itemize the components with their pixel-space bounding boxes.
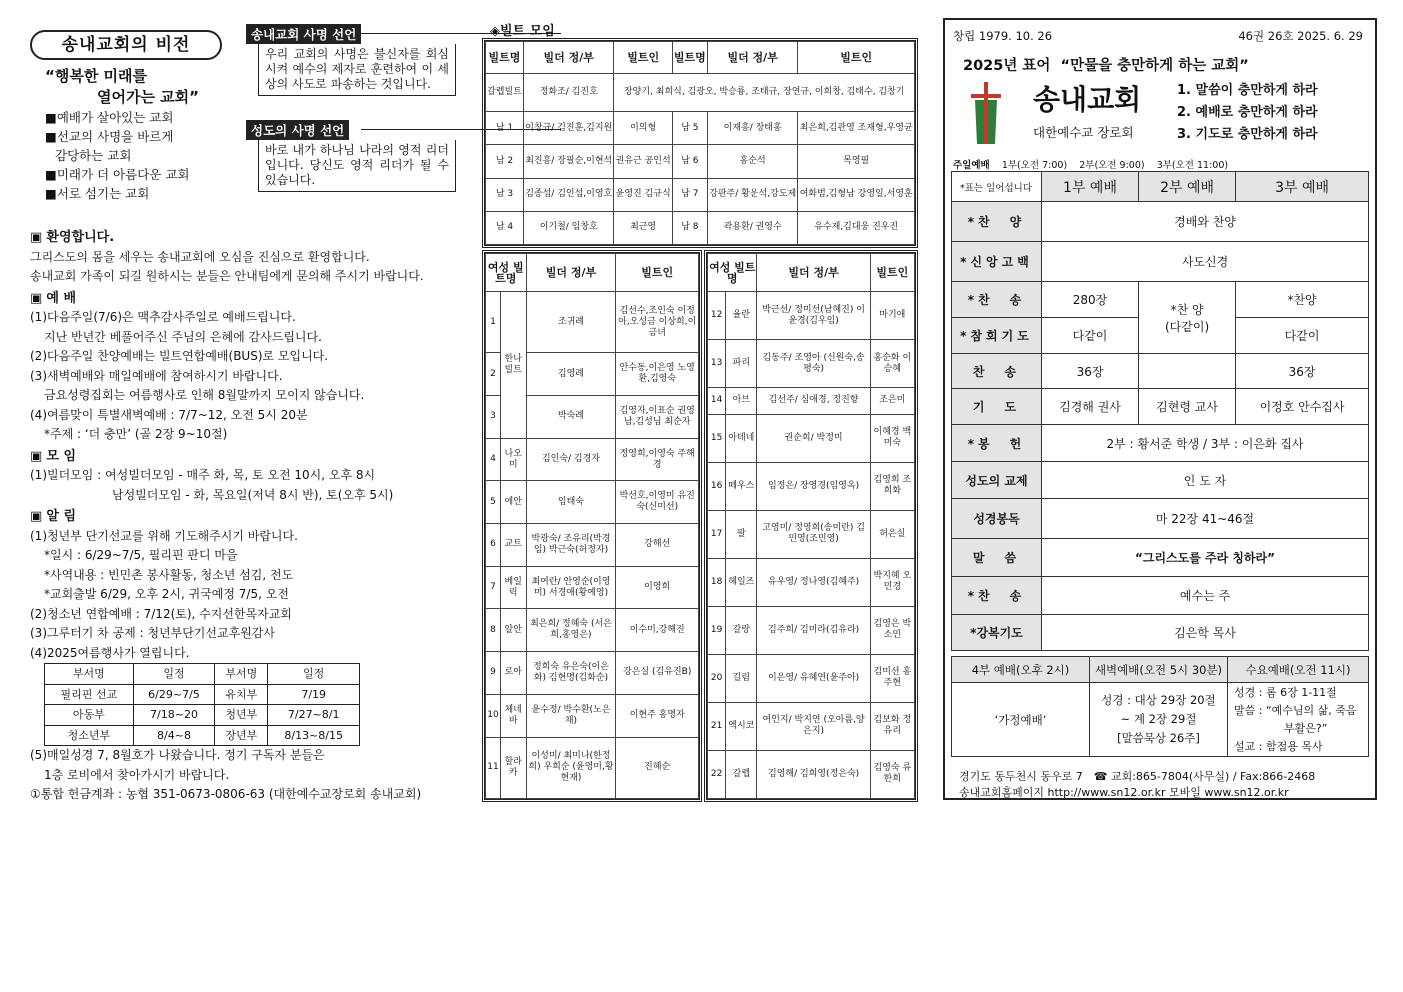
table-row: *참회기도 다같이 다같이	[952, 318, 1369, 354]
table-row: 기 도 김경해 권사 김현령 교사 이정호 안수집사	[952, 389, 1369, 425]
women-belt-table-left: 여성 빌트명 빌더 정/부 빌트인 1 한나 빌트 조귀례 김선수,조인숙 이정아,오성금 이상희,이금녀 2 김영례 안수동,이은영 노영환,김영숙 3 박숙례 김영자,이표순 권영남,김성님 최순자 4 나오미 김인숙/ 김경자 정영희,이영숙 주해경 5 에안 임태숙 박선호,이영미 유진숙(신미선) 6 교트 박광숙/ 조유리(박경임) 박근숙(허정자) 강해선 7 베일릭 최여란/ 안영순(이영미) 서경애(황예영) 이영희 8 알안 최은희/ 정혜숙 (서은희,홍영은) 이수미,강해진 9 로아 정희숙 유은숙(이은화) 김현명(김화순) 강은실 (김유진B) 10 체네바 윤수정/ 박수환(노은채) 이현주 홍명자 11 할라카 이성미/ 최미나(한정희) 우희순 (윤영미,황현재) 진혜순	[482, 250, 702, 802]
table-row: 남 4 이기철/ 임창호 최근영 남 8 곽용환/ 권영수 유수재,김대웅 진우진	[486, 211, 915, 244]
table-row: 19 갈랑 김주희/ 김미라(김유라) 김영은 박소민	[708, 606, 915, 654]
list-item: ■미래가 더 아름다운 교회	[45, 167, 190, 182]
table-row: 22 갈렙 김영해/ 김희영(정은숙) 김영숙 류한희	[708, 750, 915, 798]
church-goals: 1. 말씀이 충만하게 하라 2. 예배로 충만하게 하라 3. 기도로 충만하게 하라	[1177, 83, 1318, 142]
table-row: 2 김영례 안수동,이은영 노영환,김영숙	[486, 353, 699, 396]
table-row: 6 교트 박광숙/ 조유리(박경임) 박근숙(허정자) 강해선	[486, 524, 699, 567]
list-item: 감당하는 교회	[55, 148, 132, 163]
footer-website[interactable]: 송내교회홈페이지 http://www.sn12.or.kr 모바일 www.sn12.or.kr	[959, 786, 1289, 799]
table-row: 14 아브 김선주/ 심애경, 정진향 조은미	[708, 388, 915, 415]
table-row: 5 에안 임태숙 박선호,이영미 유진숙(신미선)	[486, 481, 699, 524]
issue-info: 46권 26호 2025. 6. 29	[1238, 29, 1363, 43]
women-belt-table-right: 여성 빌트명 빌더 정/부 빌트인 12 율란 박근선/ 정미선(남혜진) 이윤경(김우임) 마기애 13 파리 김동주/ 조영아 (신원숙,송평숙) 홍순화 이승혜 14 아브 김선주/ 심애경, 정진향 조은미 15 아테네 권순희/ 박정미 이혜경 백미숙 16 떼우스 임정은/ 장영경(임영옥) 김영희 조희화 17 팔 고영미/ 정영희(송미란) 김민영(조민영) 허은실 18 헤일즈 유우영/ 정나영(김혜주) 박지혜 오민경 19 갈랑 김주희/ 김미라(김유라) 김영은 박소민 20 길림 이은영/ 유혜연(윤주아) 김미선 홍주현 21 엑시코 여인지/ 박지연 (오아름,양은지) 김보화 정유리 22 갈렙 김영해/ 김희영(정은숙) 김영숙 류한희	[704, 250, 918, 802]
table-row: 10 체네바 윤수정/ 박수환(노은채) 이현주 홍명자	[486, 694, 699, 737]
church-mission: 송내교회 사명 선언 우리 교회의 사명은 불신자를 회심시켜 예수의 제자로 훈련하여 이 세상의 사도로 파송하는 것입니다.	[246, 24, 456, 96]
table-row: *신앙고백 사도신경	[952, 242, 1369, 282]
table-row: 1 한나 빌트 조귀례 김선수,조인숙 이정아,오성금 이상희,이금녀	[486, 292, 699, 353]
vision-list	[45, 108, 189, 203]
table-row: 17 팔 고영미/ 정영희(송미란) 김민영(조민영) 허은실	[708, 510, 915, 558]
vision-title: 송내교회의 비전	[30, 30, 222, 60]
table-row: 13 파리 김동주/ 조영아 (신원숙,송평숙) 홍순화 이승혜	[708, 340, 915, 388]
church-logo-icon	[969, 80, 1003, 146]
table-row: 청소년부 8/4~8 장년부 8/13~8/15	[45, 725, 360, 746]
footer-address: 경기도 동두천시 동우로 7 ☎ 교회:865-7804(사무실) / Fax:866-2468	[959, 770, 1316, 783]
table-row: 4 나오미 김인숙/ 김경자 정영희,이영숙 주해경	[486, 438, 699, 481]
founded-date: 창립 1979. 10. 26	[953, 29, 1053, 43]
table-row: 말 씀 “그리스도를 주라 칭하라”	[952, 539, 1369, 577]
table-row: 남 3 김종섭/ 김인섭,이영호 윤영진 김규식 남 7 강판주/ 황운석,강도제 여화범,김형남 강영일,서영훈	[486, 178, 915, 211]
table-row: *봉 헌 2부 : 황서준 학생 / 3부 : 이은화 집사	[952, 425, 1369, 462]
table-row: 8 알안 최은희/ 정혜숙 (서은희,홍영은) 이수미,강해진	[486, 609, 699, 652]
motto: 2025년 표어 “만물을 충만하게 하는 교회”	[963, 58, 1249, 74]
table-row: *찬 양 경배와 찬양	[952, 202, 1369, 242]
list-item: ■예배가 살아있는 교회	[45, 110, 174, 125]
table-row: *찬 송 예수는 주	[952, 577, 1369, 615]
table-row: 12 율란 박근선/ 정미선(남혜진) 이윤경(김우임) 마기애	[708, 292, 915, 340]
church-name: 송내교회	[1033, 83, 1142, 116]
men-belt-table: 빌트명 빌더 정/부 빌트인 빌트명 빌더 정/부 빌트인 갈렙빌트 정화조/ 김진호 장양기, 최희식, 김광오, 박승룡, 조태규, 장연규, 이희창, 김태수, 김창기 남 1 이창규/ 김진훈,김지원 이의형 남 5 이재흥/ 장태홍 최은희,김관영 조재형,우영균 남 2 최진흥/ 장필순,이현석 권유근 공인석 남 6 홍순석 목영필 남 3 김종섭/ 김인섭,이영호 윤영진 김규식 남 7 강판주/ 황운석,강도제 여화범,김형남 강영일,서영훈 남 4 이기철/ 임창호 최근영 남 8 곽용환/ 권영수 유수재,김대웅 진우진	[482, 38, 918, 248]
table-row: 남 2 최진흥/ 장필순,이현석 권유근 공인석 남 6 홍순석 목영필	[486, 145, 915, 178]
table-row: 16 떼우스 임정은/ 장영경(임영옥) 김영희 조희화	[708, 462, 915, 510]
vision-slogan: “행복한 미래를 열어가는 교회”	[45, 67, 200, 106]
saints-mission: 성도의 사명 선언 바로 내가 하나님 나라의 영적 리더입니다. 당신도 영적 리더가 될 수 있습니다.	[246, 120, 456, 192]
table-row: 21 엑시코 여인지/ 박지연 (오아름,양은지) 김보화 정유리	[708, 702, 915, 750]
summer-schedule-table: 부서명 일정 부서명 일정 필리핀 선교 6/29~7/5 유치부 7/19 아동부 7/18~20 청년부 7/27~8/1 청소년부 8/4~8 장년부 8/13~8/15	[44, 663, 360, 746]
service-times: 주일예배 1부(오전 7:00) 2부(오전 9:00) 3부(오전 11:00)	[953, 160, 1229, 171]
worship-order-table: *표는 일어섭니다 1부 예배 2부 예배 3부 예배 *찬 양 경배와 찬양 *신앙고백 사도신경 *찬 송 280장 *찬 양 (다같이) *찬양 *참회기도 다같이 다같이 찬 송 36장 36장 기 도 김경해 권사 김현령 교사 이정호 안수집사 *봉 헌 2부 : 황서준 학생 / 3부 : 이은화 집사 성도의 교제 인 도 자 성경봉독 마 22장 41~46절 말 씀 “그리스도를 주라 칭하라” *찬 송 예수는 주 *강복기도 김은학 목사	[951, 171, 1369, 651]
denomination: 대한예수교 장로회	[1033, 125, 1134, 140]
bulletin-panel	[943, 18, 1377, 800]
belt-title: ◈빌트 모임	[490, 24, 555, 39]
table-row: 11 할라카 이성미/ 최미나(한정희) 우희순 (윤영미,황현재) 진혜순	[486, 737, 699, 799]
table-row: *찬 송 280장 *찬 양 (다같이) *찬양	[952, 282, 1369, 318]
table-row: *강복기도 김은학 목사	[952, 615, 1369, 651]
list-item: ■서로 섬기는 교회	[45, 186, 150, 201]
other-services-table: 4부 예배(오후 2시) 새벽예배(오전 5시 30분) 수요예배(오전 11시) ‘가정예배’ 성경 : 대상 29장 20절 ~ 계 2장 29절 [말씀묵상 26주] 성경 : 롬 6장 1-11절 말씀 : “예수님의 삶, 죽음 부활은?” 설교 : 함점용 목사	[951, 656, 1369, 757]
table-row: 갈렙빌트 정화조/ 김진호 장양기, 최희식, 김광오, 박승룡, 조태규, 장연규, 이희창, 김태수, 김창기	[486, 74, 915, 112]
table-row: 20 길림 이은영/ 유혜연(윤주아) 김미선 홍주현	[708, 654, 915, 702]
table-row: 필리핀 선교 6/29~7/5 유치부 7/19	[45, 684, 360, 705]
table-row: 9 로아 정희숙 유은숙(이은화) 김현명(김화순) 강은실 (김유진B)	[486, 652, 699, 695]
table-row: 성도의 교제 인 도 자	[952, 462, 1369, 499]
table-row: 3 박숙례 김영자,이표순 권영남,김성님 최순자	[486, 396, 699, 439]
announcements: ▣ 환영합니다. 그리스도의 몸을 세우는 송내교회에 오심을 진심으로 환영합니다. 송내교회 가족이 되길 원하시는 분들은 안내팀에게 문의해 주시기 바랍니다. ▣ 예 배 (1)다음주일(7/6)은 맥추감사주일로 예배드립니다. 지난 반년간 베풀어주신 주님의 은혜에 감사드립니다. (2)다음주일 찬양예배는 빌트연합예배(BUS)로 모입니다. (3)새벽예배와 매일예배에 참여하시기 바랍니다. 금요성령집회는 여름행사로 인해 8월말까지 모이지 않습니다. (4)여름맞이 특별새벽예배 : 7/7~12, 오전 5시 20분 *주제 : ‘더 충만’ (골 2장 9~10절) ▣ 모 임 (1)빌더모임 : 여성빌더모임 - 매주 화, 목, 토 오전 10시, 오후 8시 남성빌더모임 - 화, 목요일(저녁 8시 반), 토(오후 5시) ▣ 알 림 (1)청년부 단기선교를 위해 기도해주시기 바랍니다. *일시 : 6/29~7/5, 필리핀 판디 마을 *사역내용 : 빈민촌 봉사활동, 청소년 섬김, 전도 *교회출발 6/29, 오후 2시, 귀국예정 7/5, 오전 (2)청소년 연합예배 : 7/12(토), 수지선한목자교회 (3)그루터기 차 공제 : 청년부단기선교후원감사 (4)2025여름행사가 열립니다. 부서명 일정 부서명 일정 필리핀 선교 6/29~7/5 유치부 7/19 아동부 7/18~20 청년부 7/27~8/1 청소년부 8/4~8 장년부 8/13~8/15 (5)매일성경 7, 8월호가 나왔습니다. 정기 구독자 분들은 1층 로비에서 찾아가시기 바랍니다. ①통합 헌금계좌 : 농협 351-0673-0806-63 (대한예수교장로회 송내교회)	[30, 226, 460, 805]
table-row: 18 헤일즈 유우영/ 정나영(김혜주) 박지혜 오민경	[708, 558, 915, 606]
table-row: 15 아테네 권순희/ 박정미 이혜경 백미숙	[708, 414, 915, 462]
table-row: 7 베일릭 최여란/ 안영순(이영미) 서경애(황예영) 이영희	[486, 566, 699, 609]
list-item: ■선교의 사명을 바르게	[45, 129, 174, 144]
table-row: 찬 송 36장 36장	[952, 354, 1369, 389]
table-row: 남 1 이창규/ 김진훈,김지원 이의형 남 5 이재흥/ 장태홍 최은희,김관영 조재형,우영균	[486, 112, 915, 145]
table-row: 아동부 7/18~20 청년부 7/27~8/1	[45, 705, 360, 726]
table-row: 성경봉독 마 22장 41~46절	[952, 499, 1369, 539]
